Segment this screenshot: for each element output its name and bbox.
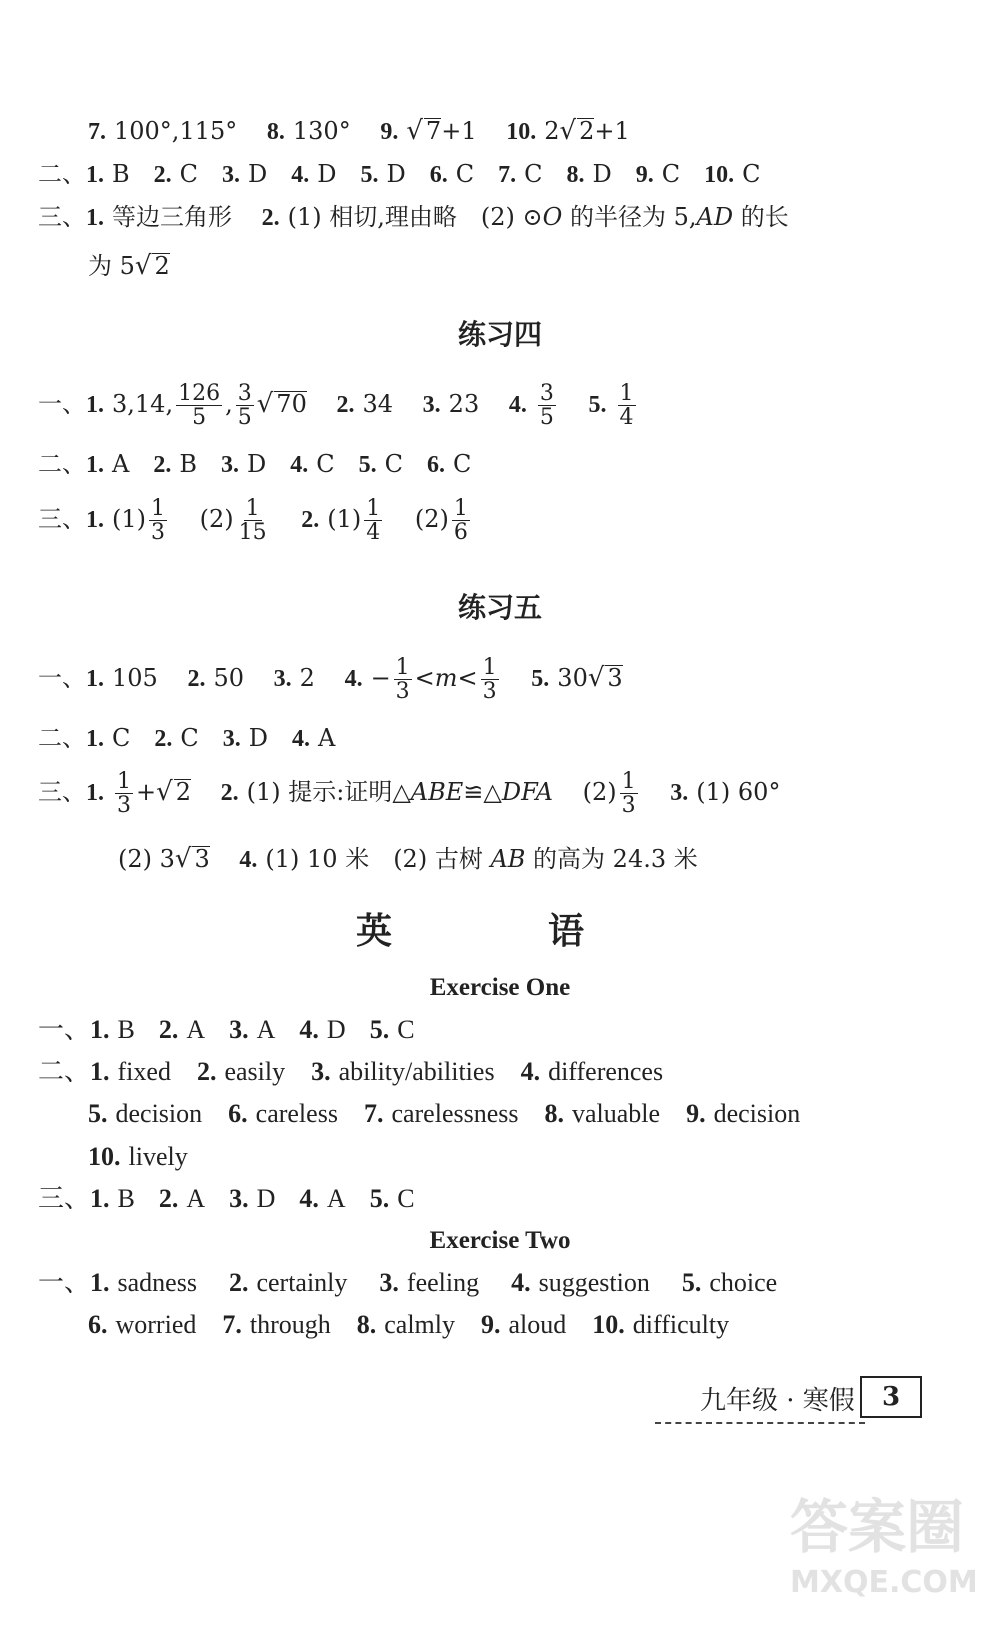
- answer: feeling: [406, 1268, 480, 1297]
- radicand: 2: [154, 252, 170, 280]
- numerator: 1: [482, 655, 497, 680]
- english-line-5: [38, 1186, 415, 1212]
- fraction: [176, 382, 222, 429]
- answer-line-2: [38, 162, 761, 187]
- fraction: [618, 382, 636, 429]
- q-num: 9.: [635, 162, 654, 188]
- answer: 50: [213, 664, 244, 693]
- answer: A: [318, 724, 336, 752]
- answer-italic: O: [542, 203, 563, 231]
- denominator: 3: [482, 679, 497, 705]
- q-num: 9.: [686, 1099, 706, 1128]
- answer: careless: [255, 1099, 338, 1128]
- answer: easily: [224, 1057, 286, 1086]
- q-num: 7.: [498, 162, 517, 188]
- answer-line-6: [38, 452, 471, 477]
- answer-italic: ABE: [410, 778, 464, 807]
- english-line-6: [38, 1270, 777, 1296]
- answer: C: [112, 724, 131, 752]
- fraction: [364, 497, 382, 544]
- q-num: 3.: [311, 1057, 331, 1086]
- q-num: 3.: [222, 162, 241, 188]
- section-prefix: 一、: [38, 390, 86, 419]
- q-num: 1.: [90, 1184, 110, 1213]
- fraction: [149, 497, 167, 544]
- radical-sign: √: [559, 116, 577, 146]
- answer: C: [742, 160, 761, 188]
- answer: 2: [544, 117, 560, 145]
- answer: difficulty: [632, 1310, 730, 1339]
- exercise-two-heading: Exercise Two: [429, 1227, 571, 1254]
- answer: D: [326, 1015, 346, 1044]
- answer: D: [248, 724, 268, 752]
- section-prefix: 一、: [38, 1015, 91, 1044]
- q-num: 8.: [266, 119, 285, 145]
- q-num: 2.: [220, 780, 239, 807]
- answer-line-7: [38, 497, 473, 544]
- answer: valuable: [572, 1099, 661, 1128]
- section-prefix: 三、: [38, 203, 86, 231]
- answer: B: [179, 450, 197, 478]
- denominator: 6: [453, 520, 468, 546]
- q-num: 4.: [292, 726, 310, 752]
- q-num: 2.: [336, 392, 355, 419]
- numerator: 1: [151, 496, 165, 521]
- answer: choice: [709, 1268, 778, 1297]
- answer: worried: [115, 1310, 197, 1339]
- radicand: 2: [175, 778, 191, 807]
- answer: C: [179, 160, 199, 188]
- answer-italic: AD: [696, 203, 734, 231]
- answer: ,: [225, 390, 233, 419]
- answer: C: [455, 160, 475, 188]
- answer: C: [180, 724, 199, 752]
- denominator: 5: [539, 405, 554, 431]
- section-prefix: 二、: [38, 724, 86, 752]
- answer-line-8: [38, 656, 623, 703]
- answer: C: [661, 160, 681, 188]
- answer: ability/abilities: [338, 1057, 495, 1086]
- answer-line-9: [38, 726, 335, 751]
- section-prefix: 二、: [38, 450, 86, 478]
- q-num: 6.: [88, 1310, 108, 1339]
- page-number: 3: [860, 1376, 922, 1418]
- q-num: 5.: [88, 1099, 108, 1128]
- q-num: 1.: [86, 780, 104, 807]
- answer: B: [117, 1015, 135, 1044]
- q-num: 1.: [86, 162, 104, 188]
- radicand: 7: [425, 117, 442, 145]
- denominator: 3: [151, 520, 165, 546]
- answer: lively: [128, 1142, 188, 1171]
- q-num: 4.: [508, 392, 527, 419]
- denominator: 5: [192, 405, 207, 431]
- q-num: 7.: [363, 1099, 384, 1128]
- numerator: 3: [539, 381, 554, 406]
- answer: B: [112, 160, 130, 188]
- watermark-url: MXQE.COM: [790, 1565, 978, 1600]
- answer: C: [384, 450, 403, 478]
- numerator: 1: [117, 769, 131, 794]
- numerator: 1: [395, 655, 410, 680]
- answer: carelessness: [391, 1099, 519, 1128]
- answer: (1) 10 米 (2) 古树: [265, 845, 491, 873]
- q-num: 5.: [588, 392, 607, 419]
- answer: C: [397, 1184, 415, 1213]
- answer: +1: [441, 117, 477, 145]
- q-num: 3.: [229, 1015, 249, 1044]
- answer: +: [136, 778, 157, 807]
- answer: (2): [582, 778, 617, 807]
- section-prefix: 二、: [38, 1057, 91, 1086]
- answer: A: [256, 1015, 276, 1044]
- answer: 等边三角形: [112, 203, 232, 231]
- english-line-3: [88, 1101, 800, 1127]
- denominator: 3: [395, 679, 410, 705]
- q-num: 9.: [380, 119, 399, 145]
- radical-sign: √: [406, 116, 423, 146]
- q-num: 5.: [360, 162, 379, 188]
- radical-sign: √: [256, 389, 274, 420]
- answer: <: [457, 664, 478, 693]
- fraction: [394, 656, 412, 703]
- q-num: 4.: [290, 452, 309, 478]
- q-num: 4.: [299, 1015, 319, 1044]
- denominator: 4: [619, 405, 634, 431]
- denominator: 3: [621, 793, 636, 819]
- answer: (1) 相切,理由略 (2) ⊙: [287, 203, 543, 231]
- q-num: 1.: [86, 205, 104, 231]
- q-num: 2.: [153, 452, 172, 478]
- section-prefix: 三、: [38, 1184, 91, 1213]
- q-num: 2.: [154, 726, 173, 752]
- radicand: 2: [579, 117, 595, 145]
- q-num: 3.: [670, 780, 689, 807]
- answer: (2): [199, 505, 234, 534]
- answer-italic: DFA: [501, 778, 553, 807]
- answer: (2) 3: [118, 845, 175, 873]
- numerator: 1: [621, 769, 636, 794]
- q-num: 6.: [426, 452, 445, 478]
- answer: 2: [299, 664, 315, 693]
- answer: fixed: [117, 1057, 171, 1086]
- q-num: 2.: [301, 507, 320, 534]
- answer: calmly: [384, 1310, 456, 1339]
- answer: (1): [112, 505, 146, 534]
- denominator: 4: [366, 520, 381, 546]
- fraction: [481, 656, 499, 703]
- answer-italic: m: [434, 664, 458, 693]
- q-num: 1.: [86, 452, 104, 478]
- q-num: 3.: [222, 726, 241, 752]
- q-num: 1.: [86, 507, 104, 534]
- answer: sadness: [117, 1268, 197, 1297]
- q-num: 1.: [86, 666, 104, 693]
- q-num: 3.: [220, 452, 239, 478]
- answer: 为 5: [88, 252, 135, 280]
- q-num: 8.: [544, 1099, 564, 1128]
- answer: 105: [112, 664, 158, 693]
- answer: A: [186, 1184, 206, 1213]
- q-num: 3.: [422, 392, 441, 419]
- q-num: 10.: [704, 162, 735, 188]
- q-num: 4.: [299, 1184, 319, 1213]
- q-num: 2.: [158, 1015, 179, 1044]
- fraction: [236, 382, 254, 429]
- answer: 的长: [733, 203, 789, 231]
- fraction: [452, 497, 470, 544]
- q-num: 4.: [520, 1057, 541, 1086]
- q-num: 2.: [158, 1184, 179, 1213]
- answer: C: [452, 450, 472, 478]
- answer: D: [246, 450, 267, 478]
- q-num: 2.: [261, 205, 280, 231]
- q-num: 10.: [88, 1142, 121, 1171]
- numerator: 1: [453, 496, 468, 521]
- q-num: 5.: [531, 666, 550, 693]
- answer-line-4: [88, 253, 170, 279]
- grade-label: 九年级 · 寒假: [700, 1386, 855, 1416]
- fraction: [115, 770, 133, 817]
- answer: suggestion: [538, 1268, 650, 1297]
- numerator: 3: [237, 381, 252, 406]
- q-num: 1.: [90, 1268, 110, 1297]
- q-num: 7.: [88, 119, 106, 145]
- answer: D: [317, 160, 337, 188]
- section-prefix: 三、: [38, 778, 86, 807]
- answer: −: [370, 664, 391, 693]
- answer: D: [248, 160, 268, 188]
- q-num: 5.: [369, 1015, 390, 1044]
- numerator: 1: [245, 496, 260, 521]
- denominator: 5: [237, 405, 252, 431]
- answer: ≌△: [463, 778, 502, 807]
- answer: through: [249, 1310, 331, 1339]
- answer: aloud: [508, 1310, 567, 1339]
- numerator: 126: [178, 381, 221, 406]
- answer: 的半径为 5,: [562, 203, 697, 231]
- answer-italic: AB: [490, 845, 526, 873]
- answer-line-5: [38, 382, 639, 429]
- answer: 3,14,: [112, 390, 174, 419]
- q-num: 3.: [379, 1268, 399, 1297]
- answer: A: [186, 1015, 206, 1044]
- section-prefix: 三、: [38, 505, 86, 534]
- answer: 34: [362, 390, 394, 419]
- section-heading-exercise-4: 练习四: [457, 318, 542, 351]
- q-num: 2.: [196, 1057, 217, 1086]
- english-line-4: [88, 1144, 188, 1170]
- radical-sign: √: [174, 844, 192, 874]
- q-num: 9.: [481, 1310, 501, 1339]
- q-num: 6.: [429, 162, 448, 188]
- answer: decision: [713, 1099, 801, 1128]
- answer: C: [397, 1015, 415, 1044]
- subject-heading-english: 英 语: [355, 911, 644, 952]
- answer: <: [414, 664, 435, 693]
- answer: 23: [448, 390, 480, 419]
- numerator: 1: [366, 496, 381, 521]
- answer: (2): [414, 505, 449, 534]
- answer: C: [316, 450, 335, 478]
- answer: (1): [327, 505, 362, 534]
- fraction: [538, 382, 556, 429]
- footer-dashed-line: [655, 1422, 865, 1424]
- q-num: 3.: [229, 1184, 249, 1213]
- section-heading-exercise-5: 练习五: [457, 591, 542, 624]
- answer: decision: [115, 1099, 203, 1128]
- answer: 的高为 24.3 米: [525, 845, 698, 873]
- answer: 30: [557, 664, 588, 693]
- answer: 130°: [292, 117, 351, 145]
- q-num: 2.: [153, 162, 172, 188]
- english-line-1: [38, 1017, 415, 1043]
- answer-line-10: [38, 770, 780, 817]
- english-line-2: [38, 1059, 663, 1085]
- answer: C: [524, 160, 543, 188]
- answer: certainly: [256, 1268, 348, 1297]
- q-num: 10.: [592, 1310, 625, 1339]
- answer-line-11: [118, 846, 698, 872]
- answer: +1: [594, 117, 630, 145]
- q-num: 5.: [358, 452, 377, 478]
- q-num: 5.: [369, 1184, 390, 1213]
- radicand: 3: [194, 845, 210, 873]
- q-num: 8.: [356, 1310, 377, 1339]
- q-num: 3.: [273, 666, 292, 693]
- fraction: [237, 497, 269, 544]
- answer: 100°,115°: [114, 117, 238, 145]
- q-num: 4.: [344, 666, 363, 693]
- exercise-one-heading: Exercise One: [429, 974, 571, 1001]
- q-num: 10.: [506, 119, 537, 145]
- answer: D: [386, 160, 406, 188]
- radical-sign: √: [134, 251, 152, 281]
- q-num: 7.: [222, 1310, 242, 1339]
- radical-sign: √: [587, 663, 605, 694]
- section-prefix: 二、: [38, 160, 86, 188]
- q-num: 2.: [187, 666, 206, 693]
- answer: (1) 提示:证明△: [246, 778, 411, 807]
- english-line-7: [88, 1312, 729, 1338]
- q-num: 4.: [511, 1268, 531, 1297]
- q-num: 6.: [228, 1099, 248, 1128]
- radicand: 70: [276, 390, 307, 419]
- fraction: [620, 770, 638, 817]
- answer-line-3: [38, 205, 789, 230]
- section-prefix: 一、: [38, 664, 86, 693]
- radical-sign: √: [156, 777, 173, 808]
- watermark-logo: 答案圈: [790, 1493, 965, 1561]
- q-num: 1.: [86, 726, 104, 752]
- q-num: 2.: [228, 1268, 249, 1297]
- answer: B: [117, 1184, 135, 1213]
- q-num: 1.: [90, 1015, 110, 1044]
- q-num: 1.: [86, 392, 104, 419]
- answer: D: [592, 160, 612, 188]
- denominator: 15: [238, 520, 267, 546]
- answer: A: [326, 1184, 346, 1213]
- answer: A: [112, 450, 130, 478]
- numerator: 1: [619, 381, 634, 406]
- q-num: 4.: [239, 847, 258, 873]
- q-num: 4.: [291, 162, 310, 188]
- answer: D: [256, 1184, 276, 1213]
- answer-line-1: [88, 118, 630, 144]
- q-num: 1.: [90, 1057, 110, 1086]
- answer: differences: [548, 1057, 664, 1086]
- denominator: 3: [117, 793, 131, 819]
- q-num: 5.: [681, 1268, 702, 1297]
- radicand: 3: [607, 664, 623, 693]
- section-prefix: 一、: [38, 1268, 91, 1297]
- answer: (1) 60°: [696, 778, 781, 807]
- q-num: 8.: [566, 162, 585, 188]
